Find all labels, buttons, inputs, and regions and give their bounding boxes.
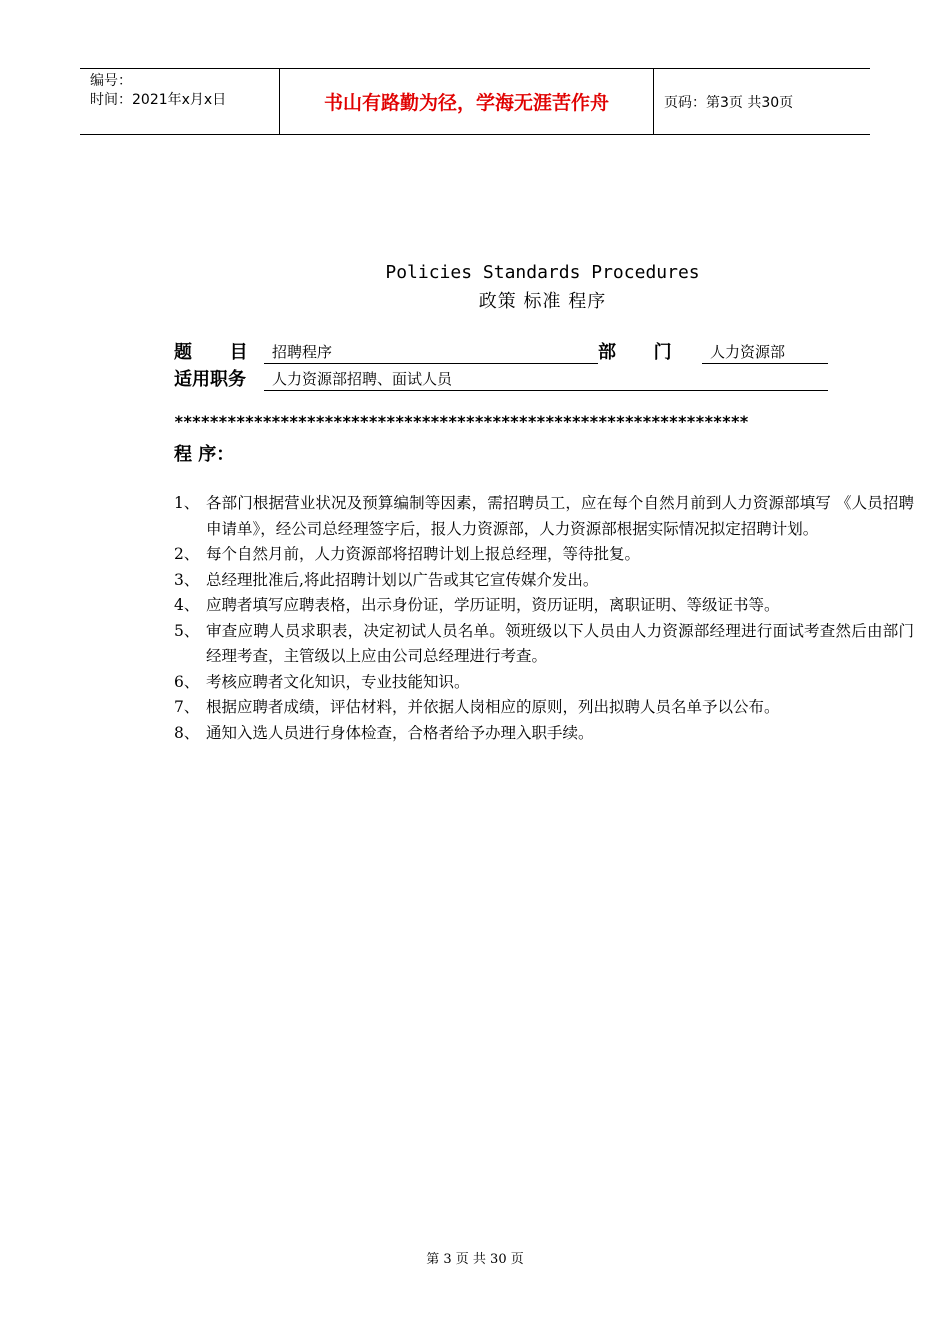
step-item bbox=[174, 670, 914, 696]
date-label: 时间：2021年x月x日 bbox=[90, 92, 227, 108]
step-item bbox=[174, 695, 914, 721]
title-english: Policies Standards Procedures bbox=[385, 262, 700, 283]
step-number: 5、 bbox=[174, 621, 200, 640]
step-item bbox=[174, 542, 914, 568]
separator-line: ***************************************************************** bbox=[174, 412, 749, 431]
step-text: 总经理批准后,将此招聘计划以广告或其它宣传媒介发出。 bbox=[206, 570, 599, 589]
step-text: 通知入选人员进行身体检查，合格者给予办理入职手续。 bbox=[206, 723, 594, 742]
dept-value: 人力资源部 bbox=[702, 341, 828, 364]
code-label: 编号： bbox=[90, 73, 132, 89]
position-value: 人力资源部招聘、面试人员 bbox=[264, 368, 828, 391]
subject-value: 招聘程序 bbox=[264, 341, 598, 364]
step-text: 应聘者填写应聘表格，出示身份证，学历证明，资历证明，离职证明、等级证书等。 bbox=[206, 596, 780, 614]
dept-label: 部 门 bbox=[598, 342, 672, 363]
step-item bbox=[174, 568, 914, 594]
step-number: 6、 bbox=[174, 672, 200, 691]
header-meta bbox=[80, 69, 280, 134]
step-text: 各部门根据营业状况及预算编制等因素，需招聘员工，应在每个自然月前到人力资源部填写 《人员招聘申请单》，经公司总经理签字后，报人力资源部，人力资源部根据实际情况拟定招聘计划。 bbox=[206, 494, 914, 538]
step-number: 3、 bbox=[174, 570, 200, 589]
procedure-steps bbox=[174, 491, 914, 746]
step-text: 考核应聘者文化知识，专业技能知识。 bbox=[206, 672, 470, 691]
header-page-info: 页码：第3页 共30页 bbox=[664, 94, 794, 111]
step-number: 7、 bbox=[174, 698, 200, 716]
subject-label: 题 目 bbox=[174, 342, 248, 363]
step-text: 每个自然月前，人力资源部将招聘计划上报总经理，等待批复。 bbox=[206, 545, 641, 563]
title-chinese: 政策 标准 程序 bbox=[478, 291, 607, 312]
position-label: 适用职务 bbox=[174, 369, 246, 390]
step-item bbox=[174, 721, 914, 747]
step-number: 4、 bbox=[174, 596, 200, 614]
step-item bbox=[174, 619, 914, 670]
step-text: 根据应聘者成绩，评估材料，并依据人岗相应的原则，列出拟聘人员名单予以公布。 bbox=[206, 698, 780, 716]
step-item bbox=[174, 593, 914, 619]
subject-dept-row bbox=[174, 338, 828, 364]
page-header bbox=[80, 68, 870, 135]
step-number: 8、 bbox=[174, 723, 200, 742]
header-motto: 书山有路勤为径，学海无涯苦作舟 bbox=[280, 69, 654, 134]
page-footer: 第 3 页 共 30 页 bbox=[426, 1252, 524, 1267]
step-number: 1、 bbox=[174, 494, 200, 512]
step-number: 2、 bbox=[174, 545, 200, 563]
position-row bbox=[174, 365, 828, 391]
section-title: 程 序： bbox=[174, 444, 235, 465]
step-item bbox=[174, 491, 914, 542]
step-text: 审查应聘人员求职表，决定初试人员名单。领班级以下人员由人力资源部经理进行面试考查然后由部门经理考查，主管级以上应由公司总经理进行考查。 bbox=[206, 621, 914, 665]
